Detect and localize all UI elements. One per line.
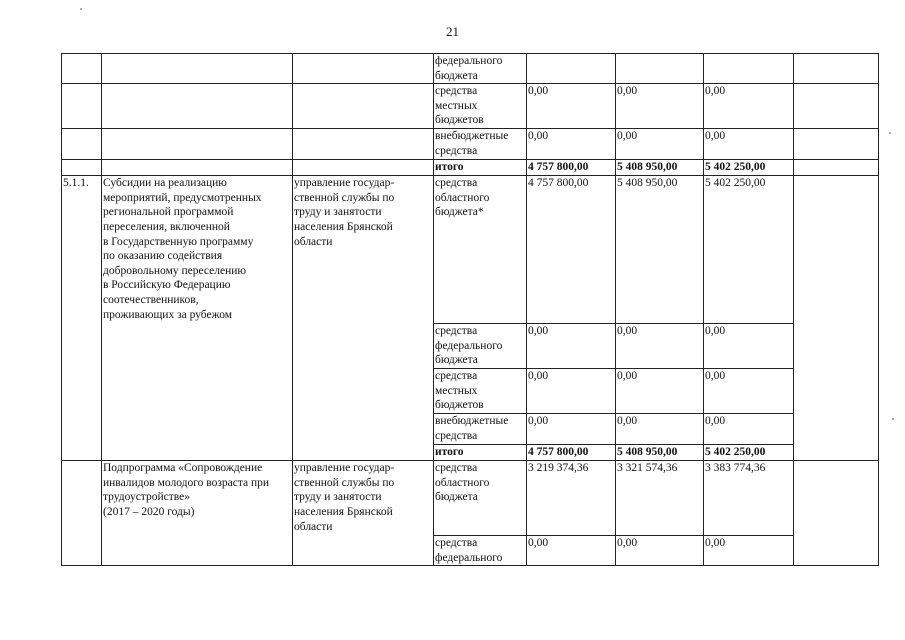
executor-cell <box>293 84 434 129</box>
item-number-cell <box>62 54 102 84</box>
value-2019-cell: 5 402 250,00 <box>704 176 794 324</box>
item-number-cell <box>62 160 102 176</box>
budget-table <box>61 53 879 566</box>
value-2019-cell: 3 383 774,36 <box>704 461 794 536</box>
notes-cell <box>794 84 879 129</box>
page-number: 21 <box>446 24 459 39</box>
funding-source-cell: средства местных бюджетов <box>434 84 527 129</box>
funding-source-cell: средства федерального бюджета <box>434 324 527 369</box>
value-2018-cell: 0,00 <box>616 369 704 414</box>
item-name-cell: Субсидии на реализацию мероприятий, предусмотренных региональной программой переселения, включенной в Государственную программу по оказанию содействия добровольному переселению в Российскую Федерацию соотечественников, проживающих за рубежом <box>102 176 293 461</box>
total-2019-cell: 5 402 250,00 <box>704 160 794 176</box>
total-2019-cell: 5 402 250,00 <box>704 445 794 461</box>
value-2019-cell: 0,00 <box>704 536 794 566</box>
item-number-cell: 5.1.1. <box>62 176 102 461</box>
executor-cell <box>293 160 434 176</box>
notes-cell <box>794 160 879 176</box>
value-2018-cell: 0,00 <box>616 129 704 160</box>
scan-speck <box>892 418 894 420</box>
table-row <box>62 176 879 324</box>
scan-speck <box>889 132 891 134</box>
funding-source-cell: средства местных бюджетов <box>434 369 527 414</box>
item-number-cell <box>62 84 102 129</box>
value-2017-cell: 0,00 <box>527 129 616 160</box>
value-2019-cell: 0,00 <box>704 369 794 414</box>
item-name-cell <box>102 54 293 84</box>
table-row <box>62 461 879 536</box>
item-name-cell <box>102 84 293 129</box>
value-2017-cell: 0,00 <box>527 84 616 129</box>
value-2017-cell: 3 219 374,36 <box>527 461 616 536</box>
funding-source-cell: средства областного бюджета* <box>434 176 527 324</box>
value-2017-cell <box>527 54 616 84</box>
value-2017-cell: 0,00 <box>527 536 616 566</box>
table-row <box>62 160 879 176</box>
value-2018-cell: 0,00 <box>616 324 704 369</box>
total-2018-cell: 5 408 950,00 <box>616 445 704 461</box>
table-row <box>62 54 879 84</box>
total-label-cell: итого <box>434 445 527 461</box>
item-name-cell <box>102 129 293 160</box>
table-row <box>62 129 879 160</box>
notes-cell <box>794 54 879 84</box>
funding-source-cell: внебюджетные средства <box>434 414 527 445</box>
subprogram-name-cell: Подпрограмма «Сопровождение инвалидов молодого возраста при трудоустройстве» (2017 – 2020 годы) <box>102 461 293 566</box>
table-row <box>62 84 879 129</box>
value-2019-cell <box>704 54 794 84</box>
item-number-cell <box>62 129 102 160</box>
executor-cell: управление государ- ственной службы по труду и занятости населения Брянской области <box>293 176 434 461</box>
funding-source-cell: средства областного бюджета <box>434 461 527 536</box>
funding-source-cell: федерального бюджета <box>434 54 527 84</box>
value-2019-cell: 0,00 <box>704 84 794 129</box>
notes-cell <box>794 176 879 461</box>
value-2018-cell: 3 321 574,36 <box>616 461 704 536</box>
value-2017-cell: 0,00 <box>527 369 616 414</box>
total-label-cell: итого <box>434 160 527 176</box>
value-2018-cell: 0,00 <box>616 414 704 445</box>
value-2019-cell: 0,00 <box>704 324 794 369</box>
value-2017-cell: 0,00 <box>527 324 616 369</box>
value-2019-cell: 0,00 <box>704 414 794 445</box>
executor-cell <box>293 129 434 160</box>
value-2018-cell <box>616 54 704 84</box>
funding-source-cell: средства федерального <box>434 536 527 566</box>
value-2017-cell: 4 757 800,00 <box>527 176 616 324</box>
scan-speck <box>80 8 82 10</box>
value-2018-cell: 0,00 <box>616 536 704 566</box>
item-name-cell <box>102 160 293 176</box>
notes-cell <box>794 129 879 160</box>
notes-cell <box>794 461 879 566</box>
funding-source-cell: внебюджетные средства <box>434 129 527 160</box>
value-2019-cell: 0,00 <box>704 129 794 160</box>
value-2018-cell: 5 408 950,00 <box>616 176 704 324</box>
item-number-cell <box>62 461 102 566</box>
value-2017-cell: 0,00 <box>527 414 616 445</box>
executor-cell: управление государ- ственной службы по труду и занятости населения Брянской области <box>293 461 434 566</box>
total-2017-cell: 4 757 800,00 <box>527 160 616 176</box>
value-2018-cell: 0,00 <box>616 84 704 129</box>
total-2017-cell: 4 757 800,00 <box>527 445 616 461</box>
total-2018-cell: 5 408 950,00 <box>616 160 704 176</box>
executor-cell <box>293 54 434 84</box>
